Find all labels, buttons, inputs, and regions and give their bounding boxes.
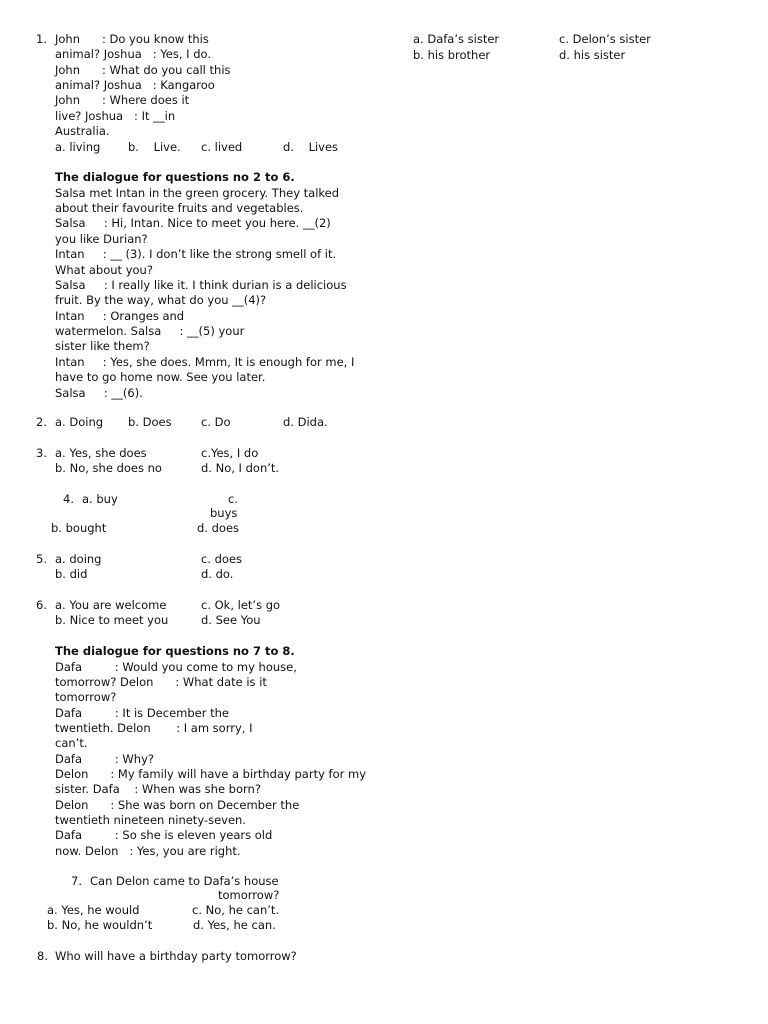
q3-option-c: c.Yes, I do [201,446,259,460]
q5-option-b: b. did [55,567,88,581]
q1-dialogue-line: John : Do you know this [55,32,209,46]
dialogue-2-line: Dafa : So she is eleven years old [55,828,273,842]
q2-option-a: a. Doing [55,415,104,429]
q3-number: 3. [36,446,47,460]
q4-number: 4. [63,492,74,506]
q1-option-b: b. Live. [128,140,181,154]
dialogue-2-line: now. Delon : Yes, you are right. [55,844,241,858]
q7-option-d: d. Yes, he can. [193,918,276,932]
q4-option-a: a. buy [82,492,118,506]
q1-dialogue-line: John : Where does it [55,93,190,107]
dialogue-1-line: watermelon. Salsa : __(5) your [55,324,245,338]
dialogue-2-line: Dafa : Why? [55,752,154,766]
q7-question: Can Delon came to Dafa’s house [90,874,279,888]
dialogue-1-line: Intan : __ (3). I don’t like the strong smell of it. [55,247,337,261]
q8-option-c: c. Delon’s sister [559,32,651,46]
q1-dialogue-line: animal? Joshua : Kangaroo [55,78,215,92]
q3-option-d: d. No, I don’t. [201,461,280,475]
dialogue-2-line: tomorrow? Delon : What date is it [55,675,267,689]
q7-question-cont: tomorrow? [218,888,280,902]
dialogue-2-line: tomorrow? [55,690,117,704]
dialogue-1-line: about their favourite fruits and vegetables. [55,201,304,215]
q3-option-a: a. Yes, she does [55,446,147,460]
q6-number: 6. [36,598,47,612]
q1-option-d: d. Lives [283,140,339,154]
dialogue-1-line: Salsa : Hi, Intan. Nice to meet you here. __(2) [55,216,331,230]
q2-option-d: d. Dida. [283,415,328,429]
q5-option-a: a. doing [55,552,102,566]
dialogue-2-line: can’t. [55,736,88,750]
q1-option-c: c. lived [201,140,243,154]
q5-number: 5. [36,552,47,566]
dialogue-1-line: Salsa : I really like it. I think durian is a delicious [55,278,347,292]
dialogue-1-line: What about you? [55,263,153,277]
dialogue-1-line: sister like them? [55,339,150,353]
dialogue-1-line: fruit. By the way, what do you __(4)? [55,293,267,307]
dialogue-2-line: twentieth. Delon : I am sorry, I [55,721,253,735]
dialogue-2-line: sister. Dafa : When was she born? [55,782,261,796]
q8-option-a: a. Dafa’s sister [413,32,500,46]
dialogue-2-line: Dafa : Would you come to my house, [55,660,297,674]
dialogue-1-line: Intan : Oranges and [55,309,185,323]
q1-dialogue-line: animal? Joshua : Yes, I do. [55,47,211,61]
q2-number: 2. [36,415,47,429]
dialogue-1-line: have to go home now. See you later. [55,370,266,384]
q4-option-c-text: buys [210,506,238,520]
q1-option-a: a. living [55,140,101,154]
q3-option-b: b. No, she does no [55,461,162,475]
q5-option-d: d. do. [201,567,234,581]
q1-number: 1. [36,32,47,46]
q4-option-d: d. does [197,521,240,535]
q6-option-a: a. You are welcome [55,598,167,612]
q2-option-b: b. Does [128,415,172,429]
q2-option-c: c. Do [201,415,231,429]
q5-option-c: c. does [201,552,243,566]
q1-dialogue-line: John : What do you call this [55,63,231,77]
dialogue-2-line: Delon : She was born on December the [55,798,300,812]
dialogue-1-heading: The dialogue for questions no 2 to 6. [55,170,295,184]
dialogue-2-line: Delon : My family will have a birthday party for my [55,767,367,781]
q4-option-c: c. [228,492,238,506]
q8-question: Who will have a birthday party tomorrow? [55,949,297,963]
q6-option-b: b. Nice to meet you [55,613,169,627]
dialogue-2-line: twentieth nineteen ninety-seven. [55,813,246,827]
q1-dialogue-line: live? Joshua : It __in [55,109,176,123]
dialogue-1-line: you like Durian? [55,232,148,246]
q6-option-d: d. See You [201,613,261,627]
dialogue-2-line: Dafa : It is December the [55,706,229,720]
q8-number: 8. [37,949,48,963]
dialogue-1-line: Intan : Yes, she does. Mmm, It is enough for me, I [55,355,355,369]
q7-option-a: a. Yes, he would [47,903,140,917]
q8-option-d: d. his sister [559,48,626,62]
q1-dialogue-line: Australia. [55,124,110,138]
q7-option-b: b. No, he wouldn’t [47,918,153,932]
q7-number: 7. [71,874,82,888]
dialogue-1-line: Salsa met Intan in the green grocery. They talked [55,186,340,200]
q4-option-b: b. bought [51,521,107,535]
dialogue-2-heading: The dialogue for questions no 7 to 8. [55,644,295,658]
q6-option-c: c. Ok, let’s go [201,598,281,612]
dialogue-1-line: Salsa : __(6). [55,386,143,400]
q7-option-c: c. No, he can’t. [192,903,280,917]
q8-option-b: b. his brother [413,48,491,62]
